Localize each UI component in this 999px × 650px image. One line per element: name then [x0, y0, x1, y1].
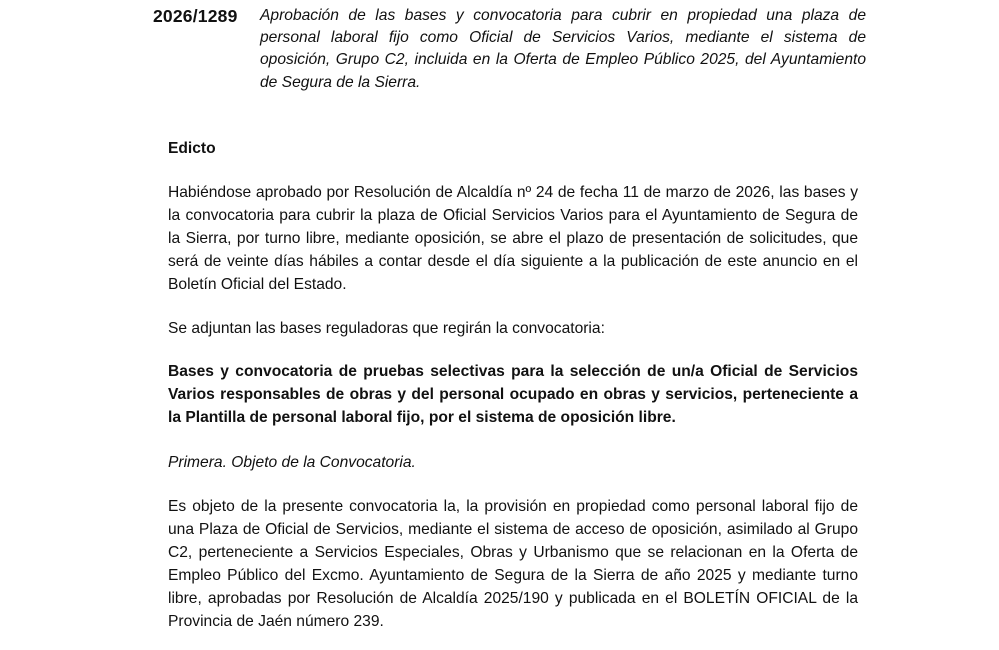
section-heading-primera: Primera. Objeto de la Convocatoria. — [168, 454, 416, 471]
announcement-number: 2026/1289 — [153, 6, 238, 26]
edict-heading: Edicto — [168, 140, 216, 157]
announcement-summary: Aprobación de las bases y convocatoria para cubrir en propiedad una plaza de personal laboral fijo como Oficial de Servicios Varios, mediante el sistema de oposición, Grupo C2, incluida en la Oferta de Empleo Público 2025, del Ayuntamiento de Segura de la Sierra. — [260, 7, 866, 91]
intro-paragraph: Habiéndose aprobado por Resolución de Alcaldía nº 24 de fecha 11 de marzo de 2026, las bases y la convocatoria para cubrir la plaza de Oficial Servicios Varios para el Ayuntamiento de Segura de la Sierra, por turno libre, mediante oposición, se abre el plazo de presentación de solicitudes, que será de veinte días hábiles a contar desde el día siguiente a la publicación de este anuncio en el Boletín Oficial del Estado. — [168, 184, 858, 294]
object-paragraph: Es objeto de la presente convocatoria la, la provisión en propiedad como personal laboral fijo de una Plaza de Oficial de Servicios, mediante el sistema de acceso de oposición, asimilado al Grupo C2, perteneciente a Servicios Especiales, Obras y Urbanismo que se relacionan en la Oferta de Empleo Público del Excmo. Ayuntamiento de Segura de la Sierra de año 2025 y mediante turno libre, aprobadas por Resolución de Alcaldía 2025/190 y publicada en el BOLETÍN OFICIAL de la Provincia de Jaén número 239. — [168, 498, 858, 631]
bases-title: Bases y convocatoria de pruebas selectivas para la selección de un/a Oficial de Servicios Varios responsables de obras y del personal ocupado en obras y servicios, perteneciente a la Plantilla de personal laboral fijo, por el sistema de oposición libre. — [168, 363, 858, 427]
attached-bases-paragraph: Se adjuntan las bases reguladoras que regirán la convocatoria: — [168, 320, 605, 337]
